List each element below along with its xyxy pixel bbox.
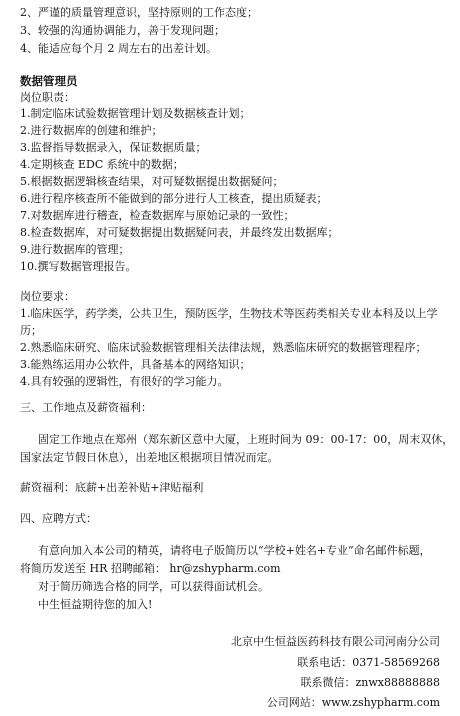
section-title-location: 三、工作地点及薪资福利： [20, 401, 152, 414]
location-line: 国家法定节假日休息），出差地区根据项目情况而定。 [20, 451, 279, 464]
duty-item: 10.撰写数据管理报告。 [20, 260, 137, 273]
apply-line: 将简历发送至 HR 招聘邮箱： hr@zshypharm.com [20, 562, 281, 575]
location-line: 固定工作地点在郑州（郑东新区意中大厦，上班时间为 09：00-17：00，周末双休， [38, 433, 454, 446]
contact-phone: 联系电话：0371-58569268 [297, 656, 440, 669]
requirement-line: 2、严谨的质量管理意识，坚持原则的工作态度； [20, 6, 258, 19]
duty-item: 6.进行程序核查所不能做到的部分进行人工核查，提出质疑表； [20, 192, 328, 205]
company-website: 公司网站：www.zshypharm.com [266, 696, 440, 709]
requirements-label: 岗位要求： [20, 290, 75, 303]
section-title: 数据管理员 [20, 74, 78, 88]
duty-item: 5.根据数据逻辑核查结果，对可疑数据提出数据疑问； [20, 175, 284, 188]
apply-line: 中生恒益期待您的加入! [38, 598, 153, 611]
requirement-item: 1.临床医学，药学类，公共卫生，预防医学，生物技术等医药类相关专业本科及以上学 [20, 307, 438, 320]
duty-item: 7.对数据库进行稽查，检查数据库与原始记录的一致性； [20, 209, 295, 222]
contact-wechat: 联系微信：znwx88888888 [300, 676, 440, 689]
apply-line: 有意向加入本公司的精英，请将电子版简历以“学校+姓名+专业”命名邮件标题， [38, 544, 431, 557]
duty-item: 4.定期核查 EDC 系统中的数据； [20, 158, 184, 171]
company-name: 北京中生恒益医药科技有限公司河南分公司 [231, 635, 440, 648]
requirement-line: 4、能适应每个月 2 周左右的出差计划。 [20, 42, 217, 55]
duties-label: 岗位职责： [20, 91, 75, 104]
duty-item: 8.检查数据库，对可疑数据提出数据疑问表，并最终发出数据库； [20, 226, 339, 239]
duty-item: 2.进行数据库的创建和维护； [20, 124, 163, 137]
requirement-item: 3.能熟练运用办公软件，具备基本的网络知识； [20, 358, 251, 371]
duty-item: 1.制定临床试验数据管理计划及数据核查计划； [20, 107, 251, 120]
duty-item: 3.监督指导数据录入，保证数据质量； [20, 141, 207, 154]
salary-line: 薪资福利：底薪+出差补贴+津贴福利 [20, 481, 204, 494]
section-title-apply: 四、应聘方式： [20, 512, 97, 525]
apply-line: 对于简历筛选合格的同学，可以获得面试机会。 [38, 580, 269, 593]
requirement-line: 3、较强的沟通协调能力，善于发现问题； [20, 24, 225, 37]
requirement-item: 历； [20, 324, 42, 337]
requirement-item: 2.熟悉临床研究、临床试验数据管理相关法律法规，熟悉临床研究的数据管理程序； [20, 341, 427, 354]
duty-item: 9.进行数据库的管理； [20, 243, 130, 256]
requirement-item: 4.具有较强的逻辑性，有很好的学习能力。 [20, 375, 229, 388]
